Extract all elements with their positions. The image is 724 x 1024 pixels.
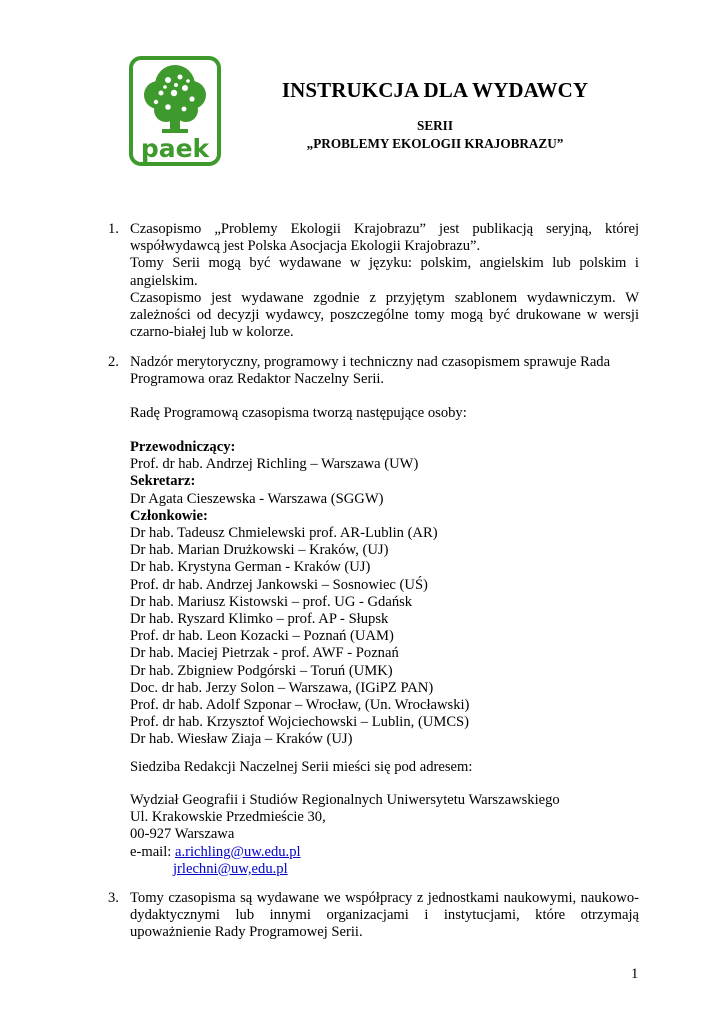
member-item: Dr hab. Tadeusz Chmielewski prof. AR-Lublin (AR) bbox=[130, 525, 438, 542]
address-line-1: Wydział Geografii i Studiów Regionalnych Uniwersytetu Warszawskiego bbox=[130, 792, 560, 808]
member-item: Dr hab. Wiesław Ziaja – Kraków (UJ) bbox=[130, 731, 353, 748]
tree-logo-icon bbox=[128, 55, 224, 168]
page-number: 1 bbox=[631, 966, 639, 982]
member-item: Dr hab. Maciej Pietrzak - prof. AWF - Poznań bbox=[130, 645, 399, 662]
member-item: Prof. dr hab. Andrzej Jankowski – Sosnowiec (UŚ) bbox=[130, 576, 428, 593]
email-line-1 bbox=[130, 844, 639, 861]
section-3-text: Tomy czasopisma są wydawane we współpracy z jednostkami naukowymi, naukowo-dydaktycznymi lub innymi organizacjami i instytucjami, które otrzymają upoważnienie Rady Programowej Serii. bbox=[130, 890, 639, 941]
address-line-3: 00-927 Warszawa bbox=[130, 826, 235, 843]
email-link-2[interactable]: jrlechni@uw,edu.pl bbox=[173, 860, 288, 877]
section-1-paragraph-3: Czasopismo jest wydawane zgodnie z przyjętym szablonem wydawniczym. W zależności od decyzji wydawcy, poszczególne tomy mogą być drukowane w wersji czarno-białej lub w kolorze. bbox=[130, 289, 639, 341]
member-item: Dr hab. Zbigniew Podgórski – Toruń (UMK) bbox=[130, 662, 393, 679]
document-subtitle-series: SERII bbox=[417, 118, 453, 133]
council-intro: Radę Programową czasopisma tworzą następujące osoby: bbox=[130, 405, 467, 421]
paek-logo bbox=[128, 55, 224, 168]
council-list bbox=[130, 439, 639, 749]
section-2-intro-line-1: Nadzór merytoryczny, programowy i techniczny nad czasopismem sprawuje Rada bbox=[130, 354, 611, 370]
address-block bbox=[130, 792, 639, 878]
address-intro: Siedziba Redakcji Naczelnej Serii mieści się pod adresem: bbox=[130, 759, 473, 775]
member-item: Prof. dr hab. Adolf Szponar – Wrocław, (Un. Wrocławski) bbox=[130, 697, 470, 714]
section-1-number: 1. bbox=[108, 221, 119, 237]
member-item: Dr hab. Mariusz Kistowski – prof. UG - Gdańsk bbox=[130, 593, 413, 610]
member-item: Dr hab. Krystyna German - Kraków (UJ) bbox=[130, 559, 371, 576]
secretary-label: Sekretarz: bbox=[130, 473, 196, 490]
section-1 bbox=[130, 221, 639, 341]
section-3-number: 3. bbox=[108, 890, 119, 906]
section-2 bbox=[130, 354, 639, 388]
email-label: e-mail: bbox=[130, 843, 175, 860]
member-item: Prof. dr hab. Krzysztof Wojciechowski – Lublin, (UMCS) bbox=[130, 714, 470, 731]
email-line-2 bbox=[130, 861, 639, 878]
section-1-paragraph-2: Tomy Serii mogą być wydawane w języku: polskim, angielskim lub polskim i angielskim. bbox=[130, 255, 639, 289]
chair-name: Prof. dr hab. Andrzej Richling – Warszawa (UW) bbox=[130, 456, 419, 473]
document-title: INSTRUKCJA DLA WYDAWCY bbox=[281, 78, 589, 102]
section-1-paragraph-1: Czasopismo „Problemy Ekologii Krajobrazu” jest publikacją seryjną, której współwydawcą jest Polska Asocjacja Ekologii Krajobrazu”. bbox=[130, 221, 639, 255]
member-item: Doc. dr hab. Jerzy Solon – Warszawa, (IGiPZ PAN) bbox=[130, 679, 434, 696]
member-item: Dr hab. Ryszard Klimko – prof. AP - Słupsk bbox=[130, 611, 389, 628]
email-link-1[interactable]: a.richling@uw.edu.pl bbox=[174, 843, 301, 860]
secretary-name: Dr Agata Cieszewska - Warszawa (SGGW) bbox=[130, 490, 384, 507]
svg-text:paek: paek bbox=[140, 134, 210, 163]
member-item: Dr hab. Marian Drużkowski – Kraków, (UJ) bbox=[130, 542, 389, 559]
chair-label: Przewodniczący: bbox=[130, 439, 236, 455]
document-subtitle-name: „PROBLEMY EKOLOGII KRAJOBRAZU” bbox=[306, 136, 564, 151]
members-label: Członkowie: bbox=[130, 507, 208, 524]
address-line-2: Ul. Krakowskie Przedmieście 30, bbox=[130, 809, 326, 826]
section-2-number: 2. bbox=[108, 354, 119, 370]
member-item: Prof. dr hab. Leon Kozacki – Poznań (UAM) bbox=[130, 628, 394, 645]
section-2-intro-line-2: Programowa oraz Redaktor Naczelny Serii. bbox=[130, 371, 385, 388]
